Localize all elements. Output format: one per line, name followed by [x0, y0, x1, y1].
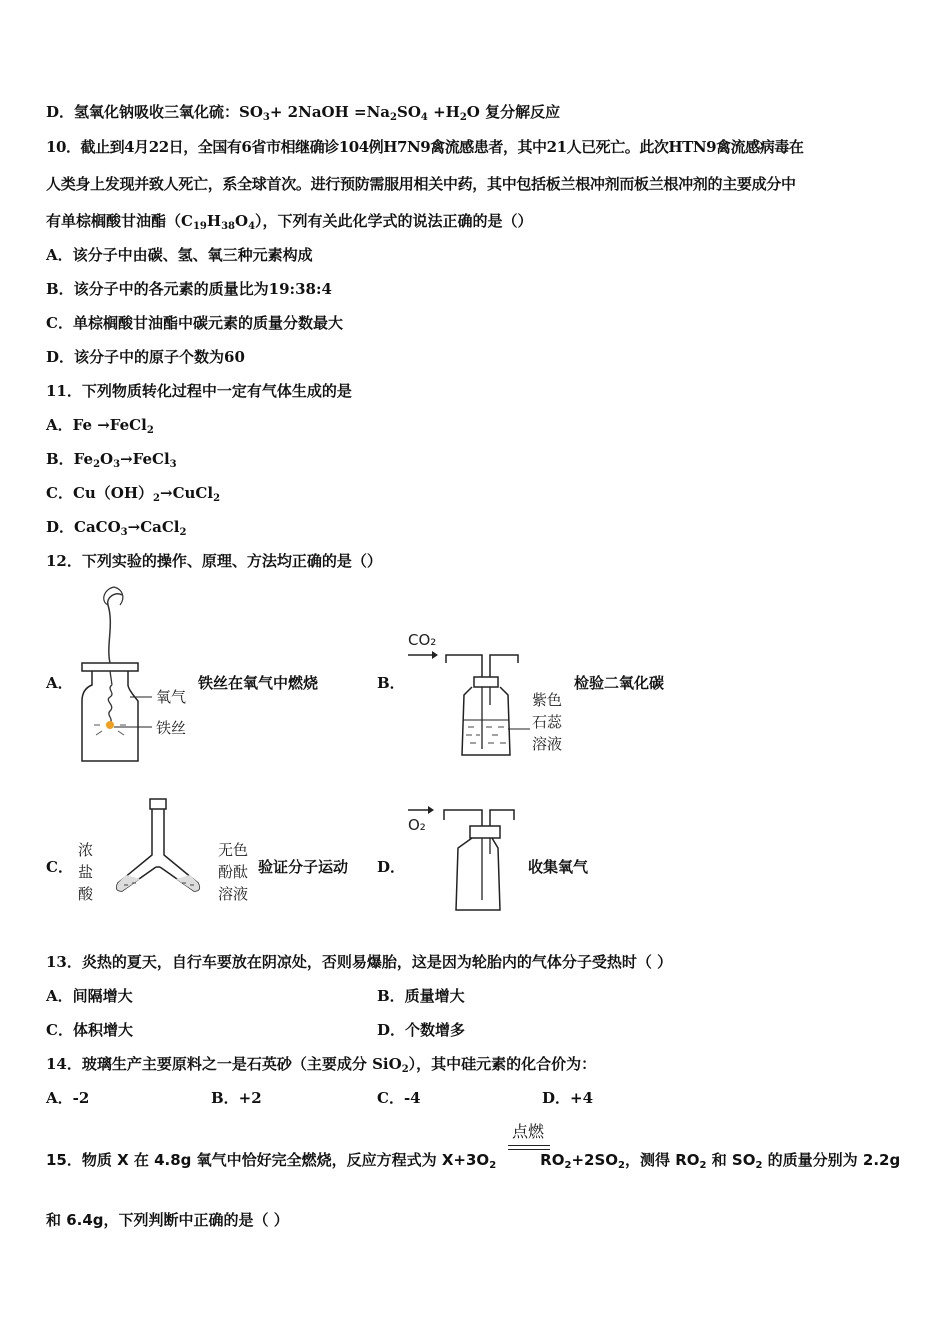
q12-option-b-caption: 检验二氧化碳 — [574, 674, 665, 692]
q10-option-a: A．该分子中由碳、氢、氧三种元素构成 — [46, 246, 313, 264]
q14-option-a: A．-2 — [46, 1089, 90, 1107]
q14-option-b: B．+2 — [211, 1089, 262, 1107]
q13-option-d: D．个数增多 — [377, 1021, 466, 1039]
label-hydrochloric: 盐 — [78, 863, 94, 881]
label-co2: CO₂ — [408, 631, 437, 649]
q15-stem-line2: 和 6.4g，下列判断中正确的是（ ） — [46, 1211, 289, 1229]
oxygen-collection-apparatus — [400, 800, 530, 918]
label-iron-wire: 铁丝 — [156, 719, 187, 737]
q10-stem-line3: 有单棕榈酸甘油酯$(C_{19}H_{38}O_4)$，下列有关此化学式的说法正确的是（） — [46, 212, 533, 232]
label-acid: 酸 — [78, 885, 94, 903]
q15-stem-line1: 15．物质 X 在 4.8g 氧气中恰好完全燃烧，反应方程式为 $X+3O_2$ $RO_2+2SO_2$，测得 $RO_2$ 和 $SO_2$ 的质量分别为 2.2g — [46, 1151, 901, 1171]
label-phenolphthalein: 酚酞 — [218, 863, 249, 881]
label-solution-c: 溶液 — [218, 885, 249, 903]
q9-option-d: D．氢氧化钠吸收三氧化硫：$SO_3+$ 2NaOH $=Na_2SO_4 +H_2O$ 复分解反应 — [46, 103, 561, 123]
q11-option-b: B．$Fe_2O_3\to FeCl_3$ — [46, 450, 177, 470]
q12-option-b-letter: B． — [377, 674, 405, 692]
q13-option-b: B．质量增大 — [377, 987, 465, 1005]
co2-test-apparatus — [400, 625, 575, 765]
q13-option-c: C．体积增大 — [46, 1021, 133, 1039]
q13-option-a: A．间隔增大 — [46, 987, 133, 1005]
q11-option-c: C．$Cu(OH)_2\to CuCl_2$ — [46, 484, 221, 504]
label-oxygen: 氧气 — [156, 688, 187, 706]
label-solution: 溶液 — [532, 735, 563, 753]
q12-option-d-letter: D． — [377, 858, 406, 876]
q10-stem-line2: 人类身上发现并致人死亡，系全球首次。进行预防需服用相关中药，其中包括板兰根冲剂而板兰根冲剂的主要成分中 — [46, 175, 796, 193]
y-tube-apparatus — [74, 795, 264, 913]
q15-condition: 点燃 — [512, 1122, 545, 1141]
q14-option-d: D．+4 — [542, 1089, 594, 1107]
q11-stem: 11．下列物质转化过程中一定有气体生成的是 — [46, 382, 352, 400]
label-concentrated: 浓 — [78, 841, 94, 859]
label-purple: 紫色 — [532, 691, 563, 709]
label-litmus: 石蕊 — [532, 713, 563, 731]
q12-stem: 12．下列实验的操作、原理、方法均正确的是（） — [46, 552, 382, 570]
q11-option-a: A．Fe →FeCl$_2$ — [46, 416, 154, 436]
label-o2: O₂ — [408, 816, 426, 834]
q14-option-c: C．-4 — [377, 1089, 421, 1107]
q12-option-d-caption: 收集氧气 — [528, 858, 589, 876]
label-colorless: 无色 — [218, 841, 249, 859]
q10-stem-line1: 10．截止到4月22日，全国有6省市相继确诊104例H7N9禽流感患者，其中21人已死亡。此次HTN9禽流感病毒在 — [46, 138, 804, 156]
q14-stem: 14．玻璃生产主要原料之一是石英砂（主要成分 SiO$_2$），其中硅元素的化合价为： — [46, 1055, 597, 1075]
q12-option-c-letter: C． — [46, 858, 73, 876]
q10-option-b: B．该分子中的各元素的质量比为19:38:4 — [46, 280, 332, 298]
q12-option-a-caption: 铁丝在氧气中燃烧 — [198, 674, 319, 692]
q12-option-a-letter: A． — [46, 674, 73, 692]
q13-stem: 13．炎热的夏天，自行车要放在阴凉处，否则易爆胎，这是因为轮胎内的气体分子受热时（ ） — [46, 953, 673, 971]
q10-option-d: D．该分子中的原子个数为60 — [46, 348, 245, 366]
q11-option-d: D．CaCO$_3$→CaCl$_2$ — [46, 518, 187, 538]
iron-combustion-apparatus — [70, 585, 200, 770]
q12-option-c-caption: 验证分子运动 — [258, 858, 349, 876]
q10-option-c: C．单棕榈酸甘油酯中碳元素的质量分数最大 — [46, 314, 343, 332]
